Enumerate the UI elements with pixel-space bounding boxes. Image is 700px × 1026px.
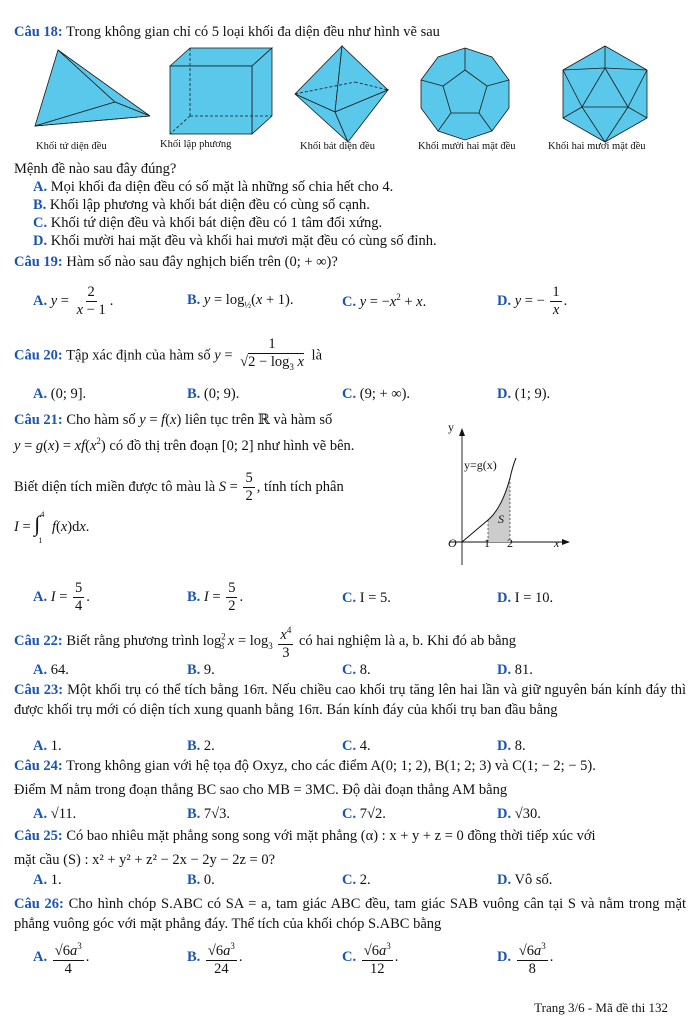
q21-origin-label: O — [448, 536, 457, 550]
q19-option-c[interactable]: C. $y = -x^2 + x$. — [342, 292, 427, 310]
q18-text: Trong không gian chỉ có 5 loại khối đa diện đều như hình vẽ sau — [66, 24, 440, 40]
q24-option-a[interactable]: A. √11. — [33, 806, 77, 822]
q21-line3: Biết diện tích miền được tô màu là S = $\frac{5}{2}$ , tính tích phân — [14, 470, 344, 504]
q23-stem: Câu 23: Một khối trụ có thể tích bằng 16π. Nếu chiều cao khối trụ tăng lên hai lần và giữ nguyên bán kính đáy thì được khối trụ mới có diện tích xung quanh bằng 16π. Bán kính đáy của khối trụ ban đầu bằng — [14, 682, 686, 718]
q22-option-d[interactable]: D. 81. — [497, 662, 533, 678]
octahedron-shape — [295, 46, 388, 142]
q25-option-d[interactable]: D. Vô số. — [497, 872, 553, 888]
q19-option-a[interactable]: A. y = $\frac{2}{x - 1}$ . — [33, 284, 114, 318]
q24-option-d[interactable]: D. √30. — [497, 806, 541, 822]
q19-option-d[interactable]: D. y = − $\frac{1}{x}$ . — [497, 284, 568, 318]
q23-option-a[interactable]: A. 1. — [33, 738, 62, 754]
page-footer: Trang 3/6 - Mã đề thi 132 — [534, 1000, 668, 1015]
q22-option-c[interactable]: C. 8. — [342, 662, 371, 678]
q18-question: Mệnh đề nào sau đây đúng? — [14, 161, 177, 177]
q26-stem: Câu 26: Cho hình chóp S.ABC có SA = a, tam giác ABC đều, tam giác SAB vuông cân tại S và nằm trong mặt phẳng vuông góc với mặt phẳng đáy. Thể tích của khối chóp S.ABC bằng — [14, 896, 687, 932]
q23-option-b[interactable]: B. 2. — [187, 738, 215, 754]
q24-option-b[interactable]: B. 7√3. — [187, 806, 231, 822]
q24-option-c[interactable]: C. 7√2. — [342, 806, 386, 822]
q19-stem: Câu 19: Hàm số nào sau đây nghịch biến trên (0; + ∞)? — [14, 254, 338, 270]
q22-option-a[interactable]: A. 64. — [33, 662, 69, 678]
q23-option-c[interactable]: C. 4. — [342, 738, 371, 754]
q18-option-a[interactable]: A. Mọi khối đa diện đều có số mặt là những số chia hết cho 4. — [33, 179, 394, 195]
q19-option-b[interactable]: B. $y = \log_{\frac{1}{2}}(x + 1)$. — [187, 292, 294, 310]
q24-line2: Điểm M nằm trong đoạn thẳng BC sao cho MB = 3MC. Độ dài đoạn thẳng AM bằng — [14, 782, 508, 798]
q26-option-b[interactable]: B. $\frac{√6a^3}{24}$ . — [187, 938, 243, 978]
q24-stem: Câu 24: Trong không gian với hệ tọa độ Oxyz, cho các điểm A(0; 1; 2), B(1; 2; 3) và C(1; − 2; − 5). — [14, 758, 596, 774]
q23-option-d[interactable]: D. 8. — [497, 738, 526, 754]
q21-s-label: S — [498, 512, 504, 526]
cube-shape — [170, 48, 272, 134]
q21-x-label: x — [554, 536, 560, 550]
q21-curve-label: y=g(x) — [464, 458, 497, 472]
icosahedron-shape — [563, 46, 647, 142]
q26-option-c[interactable]: C. $\frac{√6a^3}{12}$ . — [342, 938, 398, 978]
q21-option-d[interactable]: D. I = 10. — [497, 590, 554, 606]
q20-option-b[interactable]: B. (0; 9). — [187, 386, 240, 402]
q25-option-c[interactable]: C. 2. — [342, 872, 371, 888]
q18-option-b[interactable]: B. Khối lập phương và khối bát diện đều có cùng số cạnh. — [33, 197, 370, 213]
q18-stem — [14, 22, 686, 42]
q21-integral: I = ∫$^4_1$ f(x)dx. — [14, 510, 90, 545]
q20-option-d[interactable]: D. (1; 9). — [497, 386, 551, 402]
q22-stem: Câu 22: Biết rằng phương trình $\log^2_3 x = \log_3$ $\frac{x^4}{3}$ có hai nghiệm là a, b. Khi đó ab bằng — [14, 622, 516, 662]
q25-option-a[interactable]: A. 1. — [33, 872, 62, 888]
q26-option-d[interactable]: D. $\frac{√6a^3}{8}$ . — [497, 938, 553, 978]
q21-line2: $y = g(x) = xf(x^2)$ có đồ thị trên đoạn [0; 2] như hình vẽ bên. — [14, 436, 355, 454]
q18-option-c[interactable]: C. Khối tứ diện đều và khối bát diện đều có 1 tâm đối xứng. — [33, 215, 383, 231]
q21-tick-2: 2 — [507, 536, 513, 550]
caption-cube: Khối lập phương — [160, 139, 232, 150]
q21-line1: Câu 21: Cho hàm số y = f(x) liên tục trên ℝ và hàm số — [14, 412, 333, 428]
caption-tetrahedron: Khối tứ diện đều — [36, 141, 107, 152]
q21-option-a[interactable]: A. I = $\frac{5}{4}$ . — [33, 580, 90, 614]
dodecahedron-shape — [421, 48, 509, 140]
tetrahedron-shape — [35, 50, 150, 126]
q26-option-a[interactable]: A. $\frac{√6a^3}{4}$ . — [33, 938, 89, 978]
q18-number: Câu 18: — [14, 24, 63, 40]
q21-option-b[interactable]: B. I = $\frac{5}{2}$ . — [187, 580, 244, 614]
q21-tick-1: 1 — [484, 536, 490, 550]
q20-stem: Câu 20: Tập xác định của hàm số y = $\frac{1}{√2 - \log_3 x}$ là — [14, 336, 323, 372]
q25-line2: mặt cầu (S) : x² + y² + z² − 2x − 2y − 2z = 0? — [14, 852, 276, 868]
q20-option-c[interactable]: C. (9; + ∞). — [342, 386, 411, 402]
q25-stem: Câu 25: Có bao nhiêu mặt phẳng song song với mặt phẳng (α) : x + y + z = 0 đồng thời tiếp xúc với — [14, 828, 596, 844]
caption-octahedron: Khối bát diện đều — [300, 141, 375, 152]
q21-y-label: y — [448, 420, 454, 434]
q25-option-b[interactable]: B. 0. — [187, 872, 215, 888]
q21-option-c[interactable]: C. I = 5. — [342, 590, 391, 606]
q18-option-d[interactable]: D. Khối mười hai mặt đều và khối hai mươi mặt đều có cùng số đỉnh. — [33, 233, 437, 249]
caption-dodecahedron: Khối mười hai mặt đều — [418, 141, 516, 152]
q20-option-a[interactable]: A. (0; 9]. — [33, 386, 87, 402]
caption-icosahedron: Khối hai mươi mặt đều — [548, 141, 646, 152]
polyhedra-figure — [30, 44, 670, 144]
q21-graph — [440, 420, 570, 570]
q22-option-b[interactable]: B. 9. — [187, 662, 215, 678]
